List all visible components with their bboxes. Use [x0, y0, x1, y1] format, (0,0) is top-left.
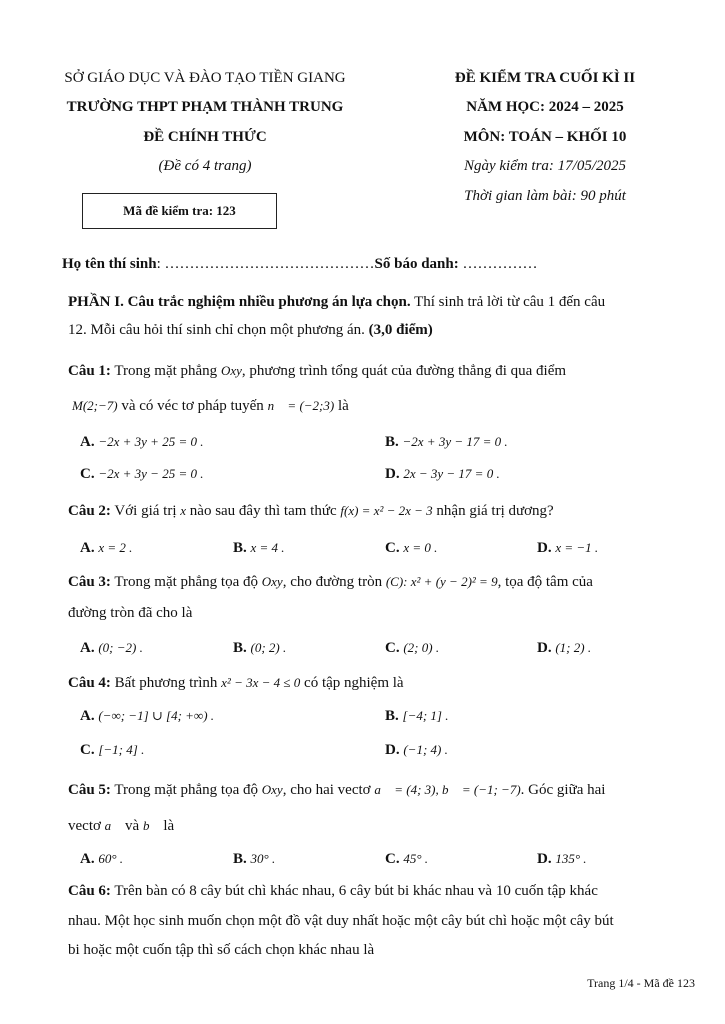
question-5-text: vectơ	[68, 818, 105, 834]
school-name: TRƯỜNG THPT PHẠM THÀNH TRUNG	[66, 99, 344, 115]
part1-line2	[68, 322, 433, 339]
part1-line1	[68, 294, 605, 311]
q5-option-b[interactable]	[233, 851, 275, 868]
question-5-line1	[68, 782, 605, 799]
subject: MÔN: TOÁN – KHỐI 10	[463, 129, 627, 145]
option-value: x = 0 .	[403, 540, 438, 555]
part1-text1: Thí sinh trả lời từ câu 1 đến câu	[410, 294, 606, 310]
question-6-line3: bi hoặc một cuốn tập thì số cách chọn khác nhau là	[68, 942, 375, 958]
q2-option-b[interactable]	[233, 540, 285, 557]
question-2-label: Câu 2:	[68, 503, 111, 519]
question-5-math: a⃗	[104, 818, 122, 833]
exam-date: Ngày kiểm tra: 17/05/2025	[463, 158, 627, 174]
option-value: (1; 2) .	[555, 640, 592, 655]
department-name: SỞ GIÁO DỤC VÀ ĐÀO TẠO TIỀN GIANG	[64, 70, 346, 86]
q1-option-b[interactable]	[385, 434, 508, 451]
q4-option-d[interactable]	[385, 742, 448, 759]
q2-option-c[interactable]	[385, 540, 437, 557]
question-6-line2: nhau. Một học sinh muốn chọn một đồ vật duy nhất hoặc một cây bút chì hoặc một cây bút	[68, 913, 614, 929]
option-label: D.	[537, 640, 552, 656]
option-label: D.	[537, 851, 552, 867]
option-value: x = 2 .	[98, 540, 133, 555]
question-5-text: là	[159, 818, 175, 834]
q5-option-d[interactable]	[537, 851, 587, 868]
question-3-text: Trong mặt phẳng tọa độ	[110, 574, 262, 590]
option-label: B.	[233, 640, 247, 656]
question-2-text: nào sau đây thì tam thức	[186, 503, 341, 519]
option-label: D.	[385, 466, 400, 482]
official-label: ĐỀ CHÍNH THỨC	[143, 129, 267, 145]
question-4-math: x² − 3x − 4 ≤ 0	[221, 675, 301, 690]
question-2-math: f(x) = x² − 2x − 3	[340, 503, 433, 518]
question-2-text: nhận giá trị dương?	[432, 503, 554, 519]
page-footer: Trang 1/4 - Mã đề 123	[587, 976, 695, 990]
question-5-math: Oxy	[261, 782, 283, 797]
option-label: A.	[80, 434, 95, 450]
question-4-line1	[68, 675, 404, 692]
pages-note: (Đề có 4 trang)	[158, 158, 252, 174]
q2-option-a[interactable]	[80, 540, 132, 557]
question-1-line2	[72, 398, 349, 415]
question-3-text: , cho đường tròn	[282, 574, 386, 590]
option-label: D.	[385, 742, 400, 758]
option-value: 2x − 3y − 17 = 0 .	[403, 466, 500, 481]
question-1-math: M(2;−7)	[72, 398, 118, 413]
exam-code-box: Mã đề kiểm tra: 123	[82, 193, 277, 229]
option-label: B.	[233, 540, 247, 556]
question-2-text: Với giá trị	[110, 503, 181, 519]
q1-option-c[interactable]	[80, 466, 203, 483]
question-2-math: x	[180, 503, 187, 518]
question-2-line1	[68, 503, 554, 520]
option-value: (2; 0) .	[403, 640, 440, 655]
question-6-line1	[68, 883, 598, 900]
q4-option-b[interactable]	[385, 708, 449, 725]
option-value: (0; −2) .	[98, 640, 143, 655]
question-3-math: (C): x² + (y − 2)² = 9	[385, 574, 498, 589]
question-5-text: Trong mặt phẳng tọa độ	[110, 782, 262, 798]
option-label: B.	[233, 851, 247, 867]
option-label: D.	[537, 540, 552, 556]
question-5-math: a⃗ = (4; 3), b⃗ = (−1; −7)	[374, 782, 521, 797]
option-label: C.	[80, 742, 95, 758]
option-value: (−1; 4) .	[403, 742, 448, 757]
option-label: A.	[80, 708, 95, 724]
question-5-text: . Góc giữa hai	[520, 782, 606, 798]
option-label: C.	[385, 851, 400, 867]
q4-option-a[interactable]	[80, 708, 214, 725]
part1-title: PHẦN I. Câu trắc nghiệm nhiều phương án lựa chọn.	[68, 294, 411, 310]
option-label: B.	[385, 708, 399, 724]
option-value: −2x + 3y − 25 = 0 .	[98, 466, 204, 481]
option-value: (0; 2) .	[250, 640, 287, 655]
question-3-text: , tọa độ tâm của	[497, 574, 593, 590]
option-value: 30° .	[250, 851, 276, 866]
question-3-line2: đường tròn đã cho là	[68, 605, 193, 621]
question-1-math: Oxy	[220, 363, 242, 378]
option-value: 135° .	[555, 851, 587, 866]
question-1-label: Câu 1:	[68, 363, 111, 379]
part1-text2: 12. Mỗi câu hỏi thí sinh chỉ chọn một phương án.	[68, 322, 369, 338]
candidate-name-field: : ……………………………………	[156, 256, 375, 272]
part1-score: (3,0 điểm)	[368, 322, 433, 338]
option-value: (−∞; −1] ∪ [4; +∞) .	[98, 708, 215, 723]
option-label: A.	[80, 851, 95, 867]
q1-option-a[interactable]	[80, 434, 203, 451]
question-4-text: có tập nghiệm là	[300, 675, 404, 691]
question-5-label: Câu 5:	[68, 782, 111, 798]
question-1-math: n⃗ = (−2;3)	[267, 398, 335, 413]
candidate-line	[62, 256, 538, 273]
q4-option-c[interactable]	[80, 742, 144, 759]
question-5-text: , cho hai vectơ	[282, 782, 375, 798]
option-value: 60° .	[98, 851, 124, 866]
q3-option-b[interactable]	[233, 640, 286, 657]
question-3-math: Oxy	[261, 574, 283, 589]
q1-option-d[interactable]	[385, 466, 500, 483]
option-label: C.	[80, 466, 95, 482]
option-value: [−1; 4] .	[98, 742, 145, 757]
question-6-text: Trên bàn có 8 cây bút chì khác nhau, 6 cây bút bi khác nhau và 10 cuốn tập khác	[110, 883, 598, 899]
exam-duration: Thời gian làm bài: 90 phút	[464, 188, 626, 204]
candidate-id-field: ……………	[458, 256, 538, 272]
option-value: x = −1 .	[555, 540, 599, 555]
option-value: −2x + 3y − 17 = 0 .	[402, 434, 508, 449]
question-1-text: là	[334, 398, 349, 414]
option-value: −2x + 3y + 25 = 0 .	[98, 434, 204, 449]
question-1-text: và có véc tơ pháp tuyến	[117, 398, 268, 414]
question-4-label: Câu 4:	[68, 675, 111, 691]
question-6-label: Câu 6:	[68, 883, 111, 899]
option-label: C.	[385, 640, 400, 656]
option-label: C.	[385, 540, 400, 556]
question-5-text: và	[121, 818, 143, 834]
question-5-math: b⃗	[142, 818, 160, 833]
q3-option-c[interactable]	[385, 640, 439, 657]
option-value: x = 4 .	[250, 540, 285, 555]
school-year: NĂM HỌC: 2024 – 2025	[466, 99, 624, 115]
candidate-id-label: Số báo danh:	[374, 256, 459, 272]
question-3-label: Câu 3:	[68, 574, 111, 590]
option-label: A.	[80, 640, 95, 656]
candidate-name-label: Họ tên thí sinh	[62, 256, 157, 272]
q3-option-a[interactable]	[80, 640, 143, 657]
question-3-line1	[68, 574, 593, 591]
q3-option-d[interactable]	[537, 640, 591, 657]
q5-option-c[interactable]	[385, 851, 428, 868]
question-5-line2	[68, 818, 174, 835]
question-1-text: , phương trình tổng quát của đường thẳng đi qua điểm	[241, 363, 567, 379]
question-1-text: Trong mặt phẳng	[110, 363, 221, 379]
option-value: 45° .	[403, 851, 429, 866]
option-value: [−4; 1] .	[402, 708, 449, 723]
option-label: B.	[385, 434, 399, 450]
question-1-line1	[68, 363, 566, 380]
question-4-text: Bất phương trình	[110, 675, 222, 691]
option-label: A.	[80, 540, 95, 556]
exam-title: ĐỀ KIỂM TRA CUỐI KÌ II	[454, 70, 636, 86]
q5-option-a[interactable]	[80, 851, 123, 868]
q2-option-d[interactable]	[537, 540, 598, 557]
